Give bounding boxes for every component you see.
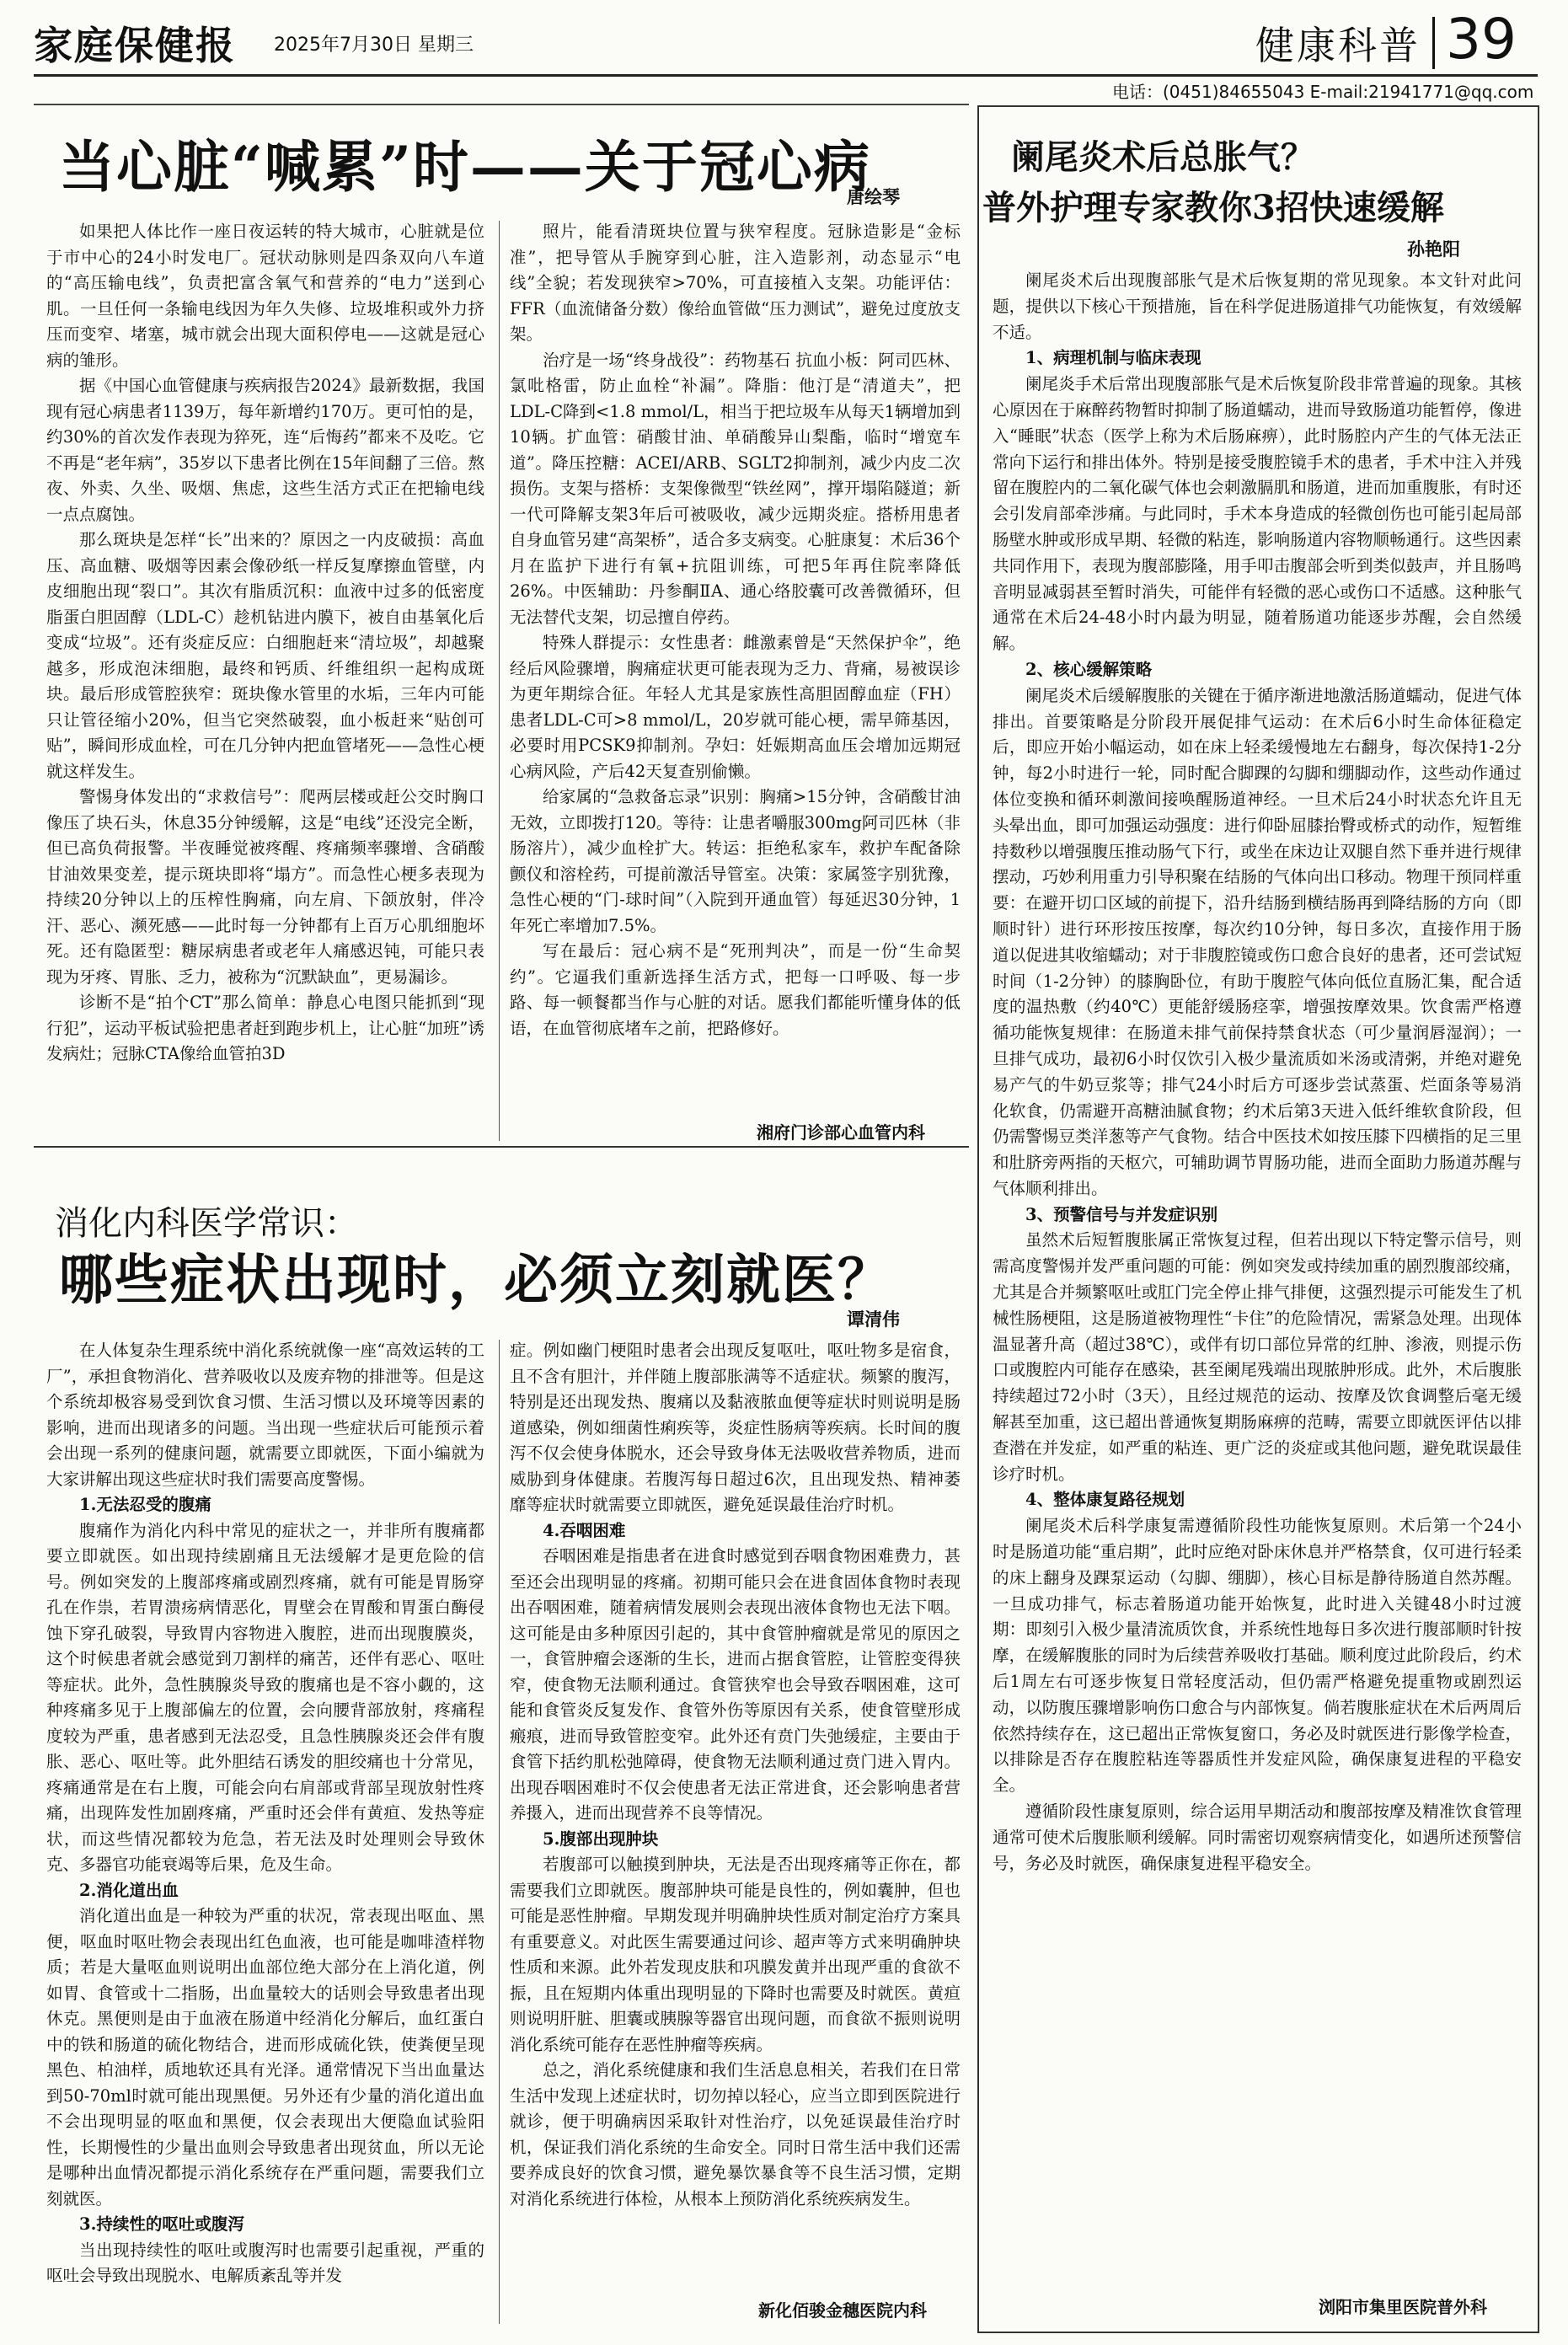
article-separator [34, 1146, 969, 1148]
article3-body [993, 268, 1522, 1877]
article3-author: 孙艳阳 [1407, 238, 1460, 260]
article2-affiliation: 新化佰骏金穗医院内科 [758, 2300, 927, 2321]
masthead: 家庭保健报 [34, 23, 236, 68]
paragraph: 腹痛作为消化内科中常见的症状之一，并非所有腹痛都要立即就医。如出现持续剧痛且无法缓解才是更危险的信号。例如突发的上腹部疼痛或剧烈疼痛，就有可能是胃肠穿孔在作祟，若胃溃疡病情恶化，胃壁会在胃酸和胃蛋白酶侵蚀下穿孔破裂，导致胃内容物进入腹腔，进而出现腹膜炎，这个时候患者就会感觉到刀割样的痛苦，还伴有恶心、呕吐等症状。此外，急性胰腺炎导致的腹痛也是不容小觑的，这种疼痛多见于上腹部偏左的位置，会向腰背部放射，疼痛程度较为严重，患者感到无法忍受，且急性胰腺炎还会伴有腹胀、恶心、呕吐等。此外胆结石诱发的胆绞痛也十分常见，疼痛通常是在右上腹，可能会向右肩部或背部呈现放射性疼痛，出现阵发性加剧疼痛，严重时还会伴有黄疸、发热等症状，而这些情况都较为危急，若无法及时处理则会导致休克、多器官功能衰竭等后果，危及生命。 [46, 1520, 484, 1874]
paragraph: 总之，消化系统健康和我们生活息息相关，若我们在日常生活中发现上述症状时，切勿掉以轻心，应当立即到医院进行就诊，便于明确病因采取针对性治疗，以免延误最佳治疗时机，保证我们消化系统的生命安全。同时日常生活中我们还需要养成良好的饮食习惯，避免暴饮暴食等不良生活习惯，定期对消化系统进行体检，从根本上预防消化系统疾病发生。 [510, 2060, 961, 2208]
paragraph: 消化道出血是一种较为严重的状况，常表现出呕血、黑便，呕血时呕吐物会表现出红色血液，也可能是咖啡渣样物质；若是大量呕血则说明出血部位绝大部分在上消化道，例如胃、食管或十二指肠，出血量较大的话则会导致患者出现休克。黑便则是由于血液在肠道中经消化分解后，血红蛋白中的铁和肠道的硫化物结合，进而形成硫化铁，使粪便呈现黑色、柏油样，质地软还具有光泽。通常情况下当出血量达到50-70ml时就可能出现黑便。另外还有少量的消化道出血不会出现明显的呕血和黑便，仅会表现出大便隐血试验阳性，长期慢性的少量出血则会导致患者出现贫血，所以无论是哪种出血情况都提示消化系统存在严重问题，需要我们立刻就医。 [46, 1906, 484, 2208]
article1-column-1 [46, 219, 484, 1068]
article1-title: 当心脏“喊累”时——关于冠心病 [59, 134, 871, 200]
paragraph: 写在最后：冠心病不是“死刑判决”，而是一份“生命契约”。它逼我们重新选择生活方式，把每一口呼吸、每一步路、每一顿餐都当作与心脏的对话。愿我们都能听懂身体的低语，在血管彻底堵车之前，把路修好。 [510, 941, 961, 1038]
contact-info: 电话：(0451)84655043 E-mail:21941771@qq.com [1112, 82, 1534, 102]
paragraph: 虽然术后短暂腹胀属正常恢复过程，但若出现以下特定警示信号，则需高度警惕并发严重问题的可能：例如突发或持续加重的剧烈腹部绞痛，尤其是合并频繁呕吐或肛门完全停止排气排便，这强烈提示可能发生了机械性肠梗阻，这是肠道被物理性“卡住”的危险情况，需紧急处理。出现体温显著升高（超过38℃），或伴有切口部位异常的红肿、渗液，则提示伤口或腹腔内可能存在感染，甚至阑尾残端出现脓肿形成。此外，术后腹胀持续超过72小时（3天），且经过规范的运动、按摩及饮食调整后毫无缓解甚至加重，这已超出普通恢复期肠麻痹的范畴，需要立即就医评估以排查潜在并发症，如严重的粘连、更广泛的炎症或其他问题，避免耽误最佳诊疗时机。 [993, 1230, 1522, 1484]
paragraph: 警惕身体发出的“求救信号”：爬两层楼或赶公交时胸口像压了块石头，休息35分钟缓解，这是“电线”还没完全断，但已高负荷报警。半夜睡觉被疼醒、疼痛频率骤增、含硝酸甘油效果变差，提示斑块即将“塌方”。而急性心梗多表现为持续20分钟以上的压榨性胸痛，向左肩、下颌放射，伴冷汗、恶心、濒死感——此时每一分钟都有上百万心肌细胞坏死。还有隐匿型：糖尿病患者或老年人痛感迟钝，可能只表现为牙疼、胃胀、乏力，被称为“沉默缺血”，更易漏诊。 [46, 787, 484, 987]
subheading: 4.吞咽困难 [543, 1520, 626, 1540]
paragraph: 吞咽困难是指患者在进食时感觉到吞咽食物困难费力，甚至还会出现明显的疼痛。初期可能只会在进食固体食物时表现出吞咽困难，随着病情发展则会表现出液体食物也无法下咽。这可能是由多种原因引起的，其中食管肿瘤就是常见的原因之一，食管肿瘤会逐渐的生长，进而占据食管腔，让管腔变得狭窄，使食物无法顺利通过。食管狭窄也会导致吞咽困难，这可能和食管炎反复发作、食管外伤等原因有关系，使食管壁形成瘢痕，进而导致管腔变窄。此外还有贲门失弛缓症，主要由于食管下括约肌松弛障碍，使食物无法顺利通过贲门进入胃内。出现吞咽困难时不仅会使患者无法正常进食，还会影响患者营养摄入，进而出现营养不良等情况。 [510, 1546, 961, 1823]
article2-kicker: 消化内科医学常识： [55, 1204, 358, 1243]
paragraph: 症。例如幽门梗阻时患者会出现反复呕吐，呕吐物多是宿食，且不含有胆汁，并伴随上腹部胀满等不适症状。频繁的腹泻，特别是还出现发热、腹痛以及黏液脓血便等症状时则说明是肠道感染，例如细菌性痢疾等，炎症性肠病等疾病。长时间的腹泻不仅会使身体脱水，还会导致身体无法吸收营养物质，进而威胁到身体健康。若腹泻每日超过6次，且出现发热、精神萎靡等症状时就需要立即就医，避免延误最佳治疗时机。 [510, 1341, 961, 1514]
subheading: 5.腹部出现肿块 [543, 1828, 659, 1849]
paragraph: 那么斑块是怎样“长”出来的？原因之一内皮破损：高血压、高血糖、吸烟等因素会像砂纸一样反复摩擦血管壁，内皮细胞出现“裂口”。其次有脂质沉积：血液中过多的低密度脂蛋白胆固醇（LDL-C）趁机钻进内膜下，被自由基氧化后变成“垃圾”。还有炎症反应：白细胞赶来“清垃圾”，却越聚越多，形成泡沫细胞，最终和钙质、纤维组织一起构成斑块。最后形成管腔狭窄：斑块像水管里的水垢，三年内可能只让管径缩小20%，但当它突然破裂，血小板赶来“贴创可贴”，瞬间形成血栓，可在几分钟内把血管堵死——急性心梗就这样发生。 [46, 530, 484, 781]
article1-column-2 [510, 219, 961, 1041]
paragraph: 给家属的“急救备忘录”识别：胸痛>15分钟，含硝酸甘油无效，立即拨打120。等待：让患者嚼服300mg阿司匹林（非肠溶片），减少血栓扩大。转运：拒绝私家车，救护车配备除颤仪和溶栓药，可提前激活导管室。决策：家属签字别犹豫，急性心梗的“门-球时间”（入院到开通血管）每延迟30分钟，1年死亡率增加7.5%。 [510, 787, 961, 935]
section-name: 健康科普 [1255, 23, 1421, 68]
article1-affiliation: 湘府门诊部心血管内科 [757, 1122, 925, 1143]
subheading: 1.无法忍受的腹痛 [79, 1495, 211, 1514]
header-rule [34, 74, 1538, 77]
article2-title: 哪些症状出现时，必须立刻就医？ [59, 1249, 893, 1312]
article3-title-line2: 普外护理专家教你3招快速缓解 [982, 188, 1444, 228]
page-number: 39 [1446, 7, 1517, 72]
column-divider [499, 221, 500, 1141]
article2-author: 谭清伟 [847, 1309, 900, 1330]
article3-affiliation: 浏阳市集里医院普外科 [1319, 2297, 1487, 2317]
paragraph: 遵循阶段性康复原则，综合运用早期活动和腹部按摩及精准饮食管理通常可使术后腹胀顺利缓解。同时需密切观察病情变化，如遇所述预警信号，务必及时就医，确保康复进程平稳安全。 [993, 1802, 1522, 1873]
column-divider [499, 1340, 500, 2324]
article1-author: 唐绘琴 [847, 186, 900, 207]
subheading: 4、整体康复路径规划 [1025, 1490, 1185, 1510]
paragraph: 据《中国心血管健康与疾病报告2024》最新数据，我国现有冠心病患者1139万，每年新增约170万。更可怕的是，约30%的首次发作表现为猝死，连“后悔药”都来不及吃。它不再是“老年病”，35岁以下患者比例在15年间翻了三倍。熬夜、外卖、久坐、吸烟、焦虑，这些生活方式正在把输电线一点点腐蚀。 [46, 376, 484, 524]
paragraph: 治疗是一场“终身战役”：药物基石 抗血小板：阿司匹林、氯吡格雷，防止血栓“补漏”。降脂：他汀是“清道夫”，把LDL-C降到<1.8 mmol/L，相当于把垃圾车从每天1辆增加到10辆。扩血管：硝酸甘油、单硝酸异山梨酯，临时“增宽车道”。降压控糖：ACEI/ARB、SGLT2抑制剂，减少内皮二次损伤。支架与搭桥：支架像微型“铁丝网”，撑开塌陷隧道；新一代可降解支架3年后可被吸收，减少远期炎症。搭桥用患者自身血管另建“高架桥”，适合多支病变。心脏康复：术后36个月在监护下进行有氧+抗阻训练，可把5年再住院率降低26%。中医辅助：丹参酮ⅡA、通心络胶囊可改善微循环，但无法替代支架，切忌擅自停药。 [510, 350, 961, 627]
paragraph: 如果把人体比作一座日夜运转的特大城市，心脏就是位于市中心的24小时发电厂。冠状动脉则是四条双向八车道的“高压输电线”，负责把富含氧气和营养的“电力”送到心肌。一旦任何一条输电线因为年久失修、垃圾堆积或外力挤压而变窄、堵塞，城市就会出现大面积停电——这就是冠心病的雏形。 [46, 222, 484, 370]
subheading: 3、预警信号与并发症识别 [1025, 1204, 1218, 1224]
paragraph: 照片，能看清斑块位置与狭窄程度。冠脉造影是“金标准”，把导管从手腕穿到心脏，注入造影剂，动态显示“电线”全貌；若发现狭窄>70%，可直接植入支架。功能评估：FFR（血流储备分数）像给血管做“压力测试”，避免过度放支架。 [510, 222, 961, 344]
paragraph: 阑尾炎术后缓解腹胀的关键在于循序渐进地激活肠道蠕动，促进气体排出。首要策略是分阶段开展促排气运动：在术后6小时生命体征稳定后，即应开始小幅运动，如在床上轻柔缓慢地左右翻身，每次保持1-2分钟，每2小时进行一轮，同时配合脚踝的勾脚和绷脚动作，这些动作通过体位变换和循环刺激间接唤醒肠道神经。一旦术后24小时状态允许且无头晕出血，即可加强运动强度：进行仰卧屈膝抬臀或桥式的动作，短暂维持数秒以增强腹压推动肠气下行，或坐在床边让双腿自然下垂并进行规律摆动，巧妙利用重力引导积聚在结肠的气体向出口移动。物理干预同样重要：在避开切口区域的前提下，沿升结肠到横结肠再到降结肠的方向（即顺时针）进行环形按压按摩，每次约10分钟，每日多次，直接作用于肠道以促进其收缩蠕动；对于非腹腔镜或伤口愈合良好的患者，还可尝试短时间（1-2分钟）的膝胸卧位，有助于腹腔气体向低位直肠汇集，配合适度的温热敷（约40℃）更能舒缓肠痉挛，增强按摩效果。饮食需严格遵循功能恢复规律：在肠道未排气前保持禁食状态（可少量润唇湿润）；一旦排气成功，最初6小时仅饮引入极少量流质如米汤或清粥，并绝对避免易产气的牛奶豆浆等；排气24小时后方可逐步尝试蒸蛋、烂面条等易消化软食，仍需避开高糖油腻食物；约术后第3天进入低纤维软食阶段，但仍需警惕豆类洋葱等产气食物。结合中医技术如按压膝下四横指的足三里和肚脐旁两指的天枢穴，可辅助调节胃肠功能，进而全面助力肠道苏醒与气体顺利排出。 [993, 685, 1522, 1198]
paragraph: 阑尾炎术后科学康复需遵循阶段性功能恢复原则。术后第一个24小时是肠道功能“重启期”，此时应绝对卧床休息并严格禁食，仅可进行轻柔的床上翻身及踝泵运动（勾脚、绷脚），核心目标是静待肠道自然苏醒。一旦成功排气，标志着肠道功能开始恢复，此时进入关键48小时过渡期：即刻引入极少量清流质饮食，并系统性地每日多次进行腹部顺时针按摩，在缓解腹胀的同时为后续营养吸收打基础。顺利度过此阶段后，约术后1周左右可逐步恢复日常轻度活动，但仍需严格避免提重物或剧烈运动，以防腹压骤增影响伤口愈合与内部恢复。倘若腹胀症状在术后两周后依然持续存在，这已超出正常恢复窗口，务必及时就医进行影像学检查，以排除是否存在腹腔粘连等器质性并发症风险，确保康复进程的平稳安全。 [993, 1516, 1522, 1796]
paragraph: 当出现持续性的呕吐或腹泻时也需要引起重视，严重的呕吐会导致出现脱水、电解质紊乱等并发 [46, 2240, 484, 2285]
subheading: 1、病理机制与临床表现 [1025, 348, 1201, 368]
article1-top-rule [34, 104, 969, 105]
subheading: 2、核心缓解策略 [1025, 659, 1153, 679]
header-divider [1432, 17, 1435, 69]
article2-column-1 [46, 1338, 484, 2289]
paragraph: 若腹部可以触摸到肿块，无法是否出现疼痛等正你在，都需要我们立即就医。腹部肿块可能是良性的，例如囊肿，但也可能是恶性肿瘤。早期发现并明确肿块性质对制定治疗方案具有重要意义。对此医生需要通过问诊、超声等方式来明确肿块性质和来源。此外若发现皮肤和巩膜发黄并出现严重的食欲不振，且在短期内体重出现明显的下降时也需要及时就医。黄疸则说明肝脏、胆囊或胰腺等器官出现问题，而食欲不振则说明消化系统可能存在恶性肿瘤等疾病。 [510, 1855, 961, 2054]
article2-column-2 [510, 1338, 961, 2212]
paragraph: 在人体复杂生理系统中消化系统就像一座“高效运转的工厂”，承担食物消化、营养吸收以及废弃物的排泄等。但是这个系统却极容易受到饮食习惯、生活习惯以及环境等因素的影响，进而出现诸多的问题。当出现一些症状后可能预示着会出现一系列的健康问题，就需要立即就医，下面小编就为大家讲解出现这些症状时我们需要高度警惕。 [46, 1341, 484, 1489]
subheading: 3.持续性的呕吐或腹泻 [79, 2214, 244, 2234]
issue-date: 2025年7月30日 星期三 [274, 35, 474, 56]
article3-title-line1: 阑尾炎术后总胀气？ [1011, 137, 1314, 177]
page-header [34, 7, 1533, 81]
paragraph: 特殊人群提示：女性患者：雌激素曾是“天然保护伞”，绝经后风险骤增，胸痛症状更可能表现为乏力、背痛，易被误诊为更年期综合征。年轻人尤其是家族性高胆固醇血症（FH）患者LDL-C可>8 mmol/L，20岁就可能心梗，需早筛基因，必要时用PCSK9抑制剂。孕妇：妊娠期高血压会增加远期冠心病风险，产后42天复查别偷懒。 [510, 633, 961, 781]
paragraph: 诊断不是“拍个CT”那么简单：静息心电图只能抓到“现行犯”，运动平板试验把患者赶到跑步机上，让心脏“加班”诱发病灶；冠脉CTA像给血管拍3D [46, 993, 484, 1063]
paragraph: 阑尾炎手术后常出现腹部胀气是术后恢复阶段非常普遍的现象。其核心原因在于麻醉药物暂时抑制了肠道蠕动，进而导致肠道功能暂停，像进入“睡眠”状态（医学上称为术后肠麻痹），此时肠腔内产生的气体无法正常向下运行和排出体外。特别是接受腹腔镜手术的患者，手术中注入并残留在腹腔内的二氧化碳气体也会刺激膈肌和肠道，进而加重腹胀，有时还会引发肩部牵涉痛。与此同时，手术本身造成的轻微创伤也可能引起局部肠壁水肿或形成早期、轻微的粘连，影响肠道内容物顺畅通行。这些因素共同作用下，表现为腹部膨隆，用手叩击腹部会听到类似鼓声，并且肠鸣音明显减弱甚至暂时消失，可能伴有轻微的恶心或伤口不适感。这种胀气通常在术后24-48小时内最为明显，随着肠道功能逐步苏醒，会自然缓解。 [993, 374, 1522, 654]
subheading: 2.消化道出血 [79, 1880, 179, 1900]
paragraph: 阑尾炎术后出现腹部胀气是术后恢复期的常见现象。本文针对此问题，提供以下核心干预措施，旨在科学促进肠道排气功能恢复，有效缓解不适。 [993, 270, 1522, 342]
